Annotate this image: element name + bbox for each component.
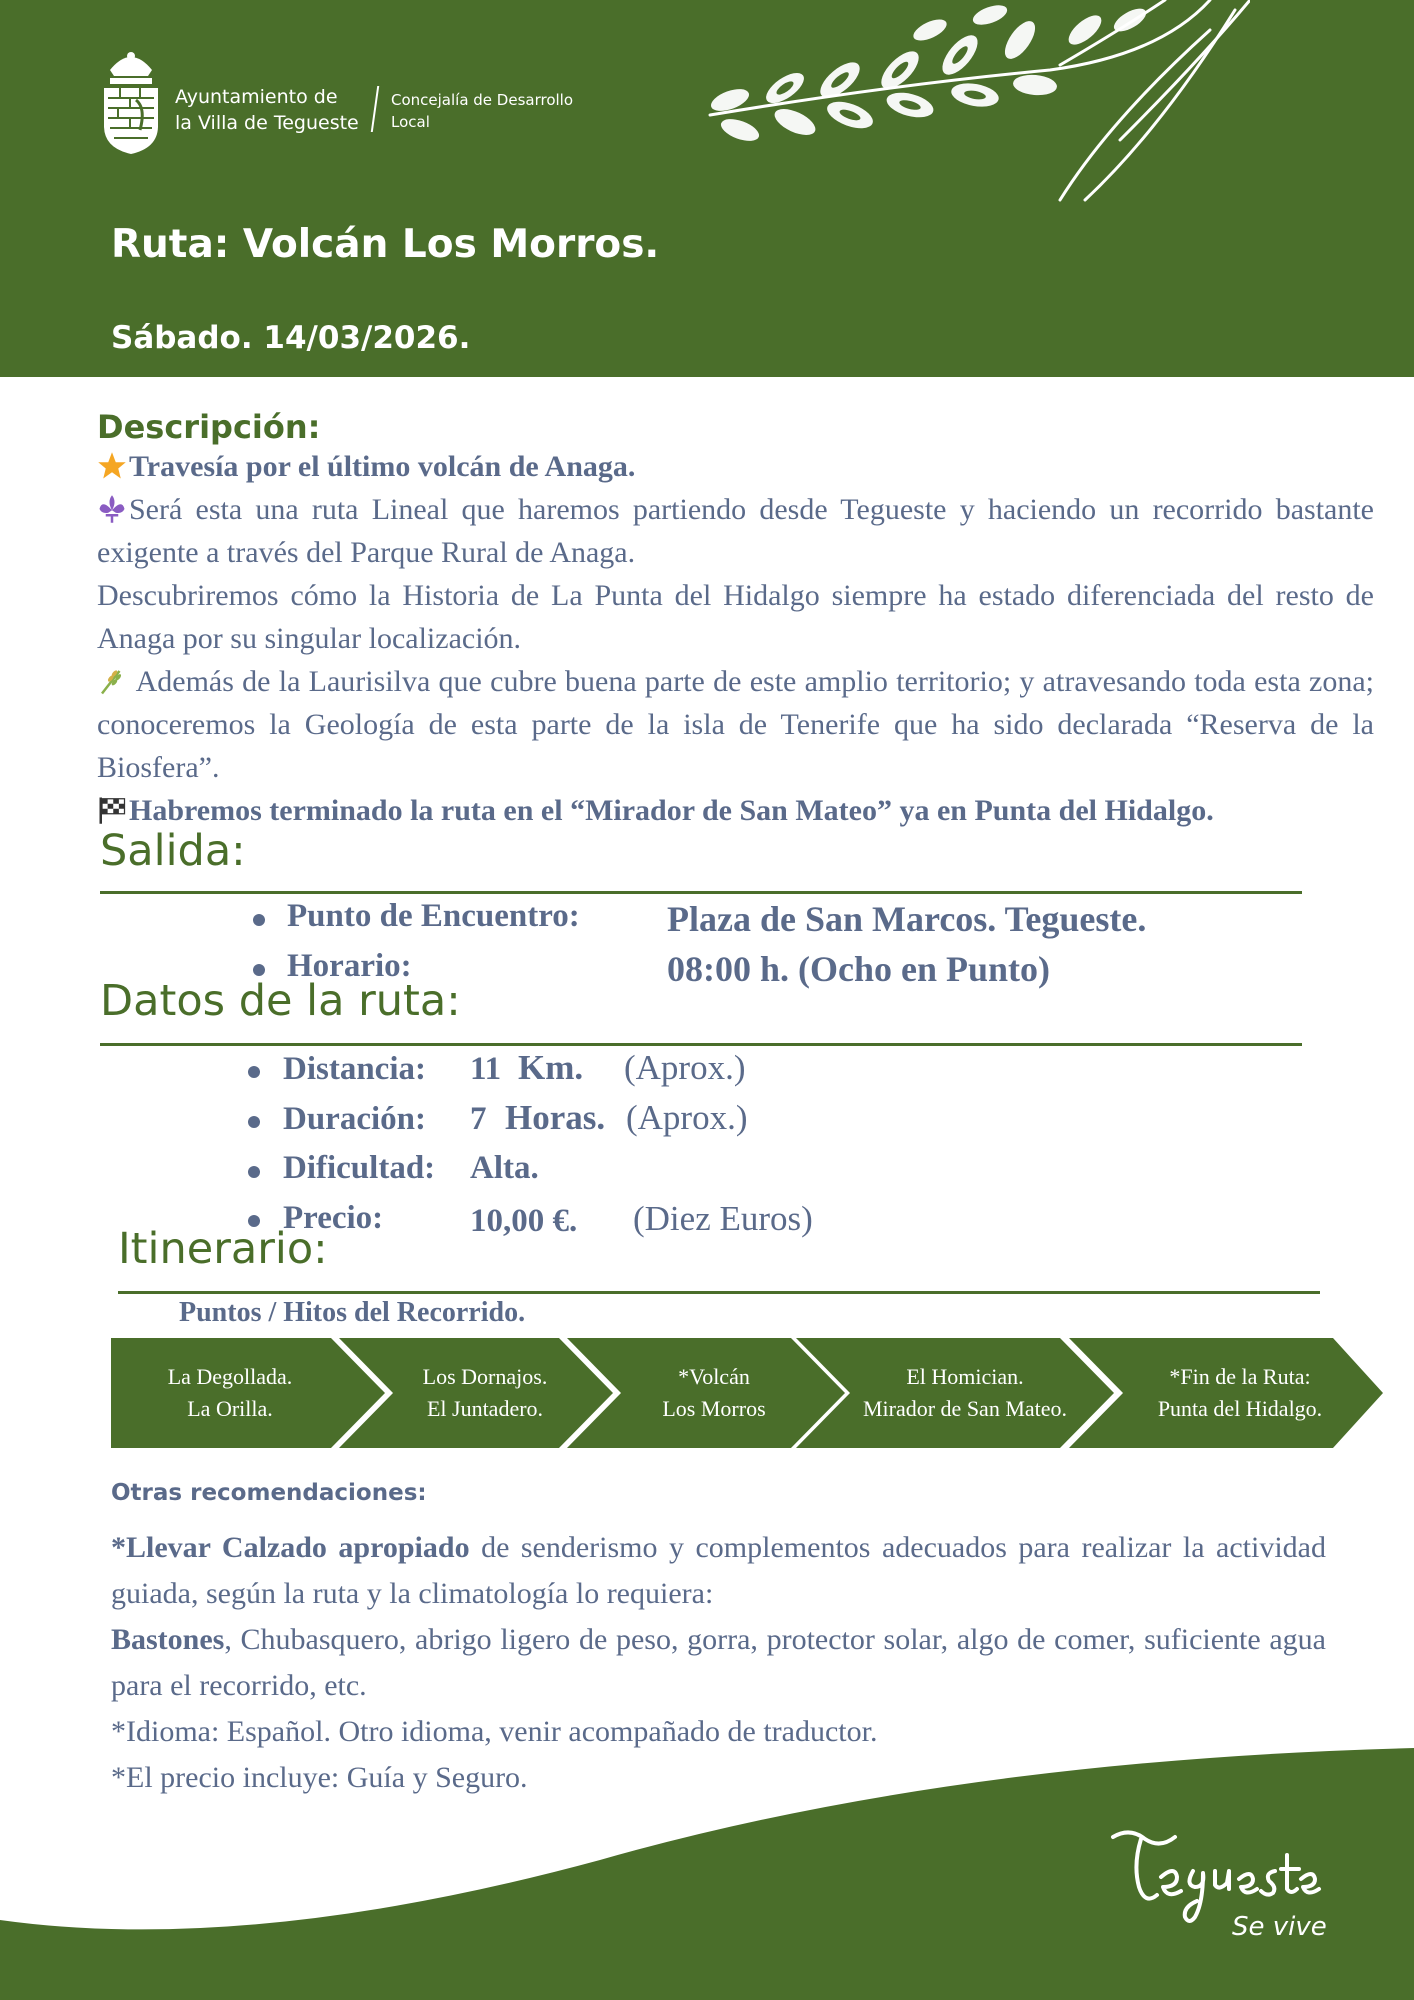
- datos-rule: [100, 1043, 1302, 1046]
- org-name-line2: la Villa de Tegueste: [175, 112, 359, 134]
- department-name: [391, 89, 573, 133]
- dificultad-value: Alta.: [470, 1150, 539, 1186]
- header-banner: [0, 0, 1414, 377]
- step-1-line1: La Degollada.: [167, 1364, 293, 1389]
- reco-p2-bold: Bastones: [111, 1623, 225, 1656]
- distancia-note: (Aprox.): [624, 1048, 746, 1087]
- tagline: Se vive: [1232, 1912, 1327, 1942]
- step-3-line1: *Volcán: [678, 1364, 750, 1389]
- bullet: [248, 1166, 260, 1178]
- distancia-label: Distancia:: [283, 1051, 426, 1087]
- reco-p2-text: , Chubasquero, abrigo ligero de peso, gorra, protector solar, algo de comer, suficiente agua para el recorrido, etc.: [111, 1623, 1326, 1702]
- datos-heading: Datos de la ruta:: [100, 976, 461, 1026]
- reco-p1-text: de senderismo y complementos adecuados para realizar la actividad guiada, según la ruta y la climatología lo requiera:: [111, 1531, 1326, 1610]
- step-4-line2: Mirador de San Mateo.: [862, 1396, 1068, 1421]
- bullet: [248, 1066, 260, 1078]
- duracion-label: Duración:: [283, 1101, 426, 1137]
- bullet: [253, 914, 265, 926]
- salida-rule: [100, 891, 1302, 894]
- itinerario-rule: [118, 1291, 1320, 1294]
- page-title: Ruta: Volcán Los Morros.: [111, 222, 660, 267]
- org-divider: [371, 86, 379, 132]
- step-2: [375, 1361, 595, 1425]
- itinerario-heading: Itinerario:: [118, 1224, 328, 1274]
- step-5: [1110, 1361, 1370, 1425]
- precio-value: 10,00 €.: [470, 1203, 578, 1239]
- dificultad-label: Dificultad:: [283, 1150, 436, 1186]
- hitos-subheading: Puntos / Hitos del Recorrido.: [179, 1297, 526, 1328]
- descripcion-final: Habremos terminado la ruta en el “Mirador de San Mateo” ya en Punta del Hidalgo.: [129, 794, 1214, 827]
- step-4: [835, 1361, 1095, 1425]
- bullet: [253, 964, 265, 976]
- dept-line1: Concejalía de Desarrollo: [391, 91, 574, 109]
- reco-p1-bold: *Llevar Calzado apropiado: [111, 1531, 470, 1564]
- distancia-number: 11: [470, 1051, 502, 1087]
- descripcion-body: [97, 445, 1374, 832]
- crest-icon: [100, 48, 162, 156]
- distancia-unit: Km.: [518, 1048, 584, 1087]
- encuentro-value: Plaza de San Marcos. Tegueste.: [667, 899, 1147, 939]
- duracion-unit: Horas.: [505, 1098, 606, 1137]
- descripcion-highlight: Travesía por el último volcán de Anaga.: [129, 450, 636, 483]
- precio-label: Precio:: [283, 1200, 384, 1236]
- leaves-icon: [690, 0, 1250, 210]
- event-date: Sábado. 14/03/2026.: [111, 320, 471, 356]
- step-2-line2: El Juntadero.: [426, 1396, 544, 1421]
- step-4-line1: El Homician.: [906, 1364, 1024, 1389]
- step-1: [120, 1361, 340, 1425]
- reco-p2: [111, 1617, 1326, 1709]
- fleur-de-lis-icon: [97, 494, 127, 524]
- descripcion-line5: [97, 789, 1374, 832]
- step-3: [604, 1361, 824, 1425]
- org-name-line1: Ayuntamiento de: [175, 86, 338, 108]
- step-5-line1: *Fin de la Ruta:: [1169, 1364, 1311, 1389]
- duracion-note: (Aprox.): [626, 1098, 748, 1137]
- tegueste-logo: [1105, 1825, 1325, 1925]
- descripcion-text4: Además de la Laurisilva que cubre buena parte de este amplio territorio; y atravesando toda esta zona; conoceremos la Geología de esta parte de la isla de Tenerife que ha sido declarada “Reserva de la Biosfera”.: [97, 665, 1374, 784]
- step-3-line2: Los Morros: [662, 1396, 766, 1421]
- chequered-flag-icon: [97, 795, 127, 825]
- duracion-number: 7: [470, 1101, 487, 1137]
- horario-label: Horario:: [287, 948, 412, 984]
- descripcion-line3: Descubriremos cómo la Historia de La Punta del Hidalgo siempre ha estado diferenciada del resto de Anaga por su singular localización.: [97, 579, 1374, 655]
- descripcion-line1: [97, 445, 1374, 488]
- star-icon: [97, 451, 127, 481]
- reco-p3: *Idioma: Español. Otro idioma, venir acompañado de traductor.: [111, 1715, 878, 1748]
- descripcion-line2: [97, 488, 1374, 574]
- salida-heading: Salida:: [100, 826, 246, 876]
- descripcion-line4: [97, 660, 1374, 789]
- step-1-line2: La Orilla.: [187, 1396, 273, 1421]
- recomendaciones-heading: Otras recomendaciones:: [111, 1480, 427, 1506]
- step-5-line2: Punta del Hidalgo.: [1157, 1396, 1323, 1421]
- precio-note: (Diez Euros): [633, 1199, 813, 1238]
- encuentro-label: Punto de Encuentro:: [287, 898, 580, 934]
- reco-p4: *El precio incluye: Guía y Seguro.: [111, 1761, 528, 1794]
- step-2-line1: Los Dornajos.: [422, 1364, 548, 1389]
- wheat-icon: [97, 666, 127, 696]
- dept-line2: Local: [391, 113, 430, 131]
- bullet: [248, 1116, 260, 1128]
- org-name: [175, 84, 359, 136]
- descripcion-heading: Descripción:: [97, 408, 321, 446]
- reco-p1: [111, 1525, 1326, 1617]
- horario-value: 08:00 h. (Ocho en Punto): [667, 949, 1051, 989]
- descripcion-text2: Será esta una ruta Lineal que haremos partiendo desde Tegueste y haciendo un recorrido bastante exigente a través del Parque Rural de Anaga.: [97, 493, 1374, 569]
